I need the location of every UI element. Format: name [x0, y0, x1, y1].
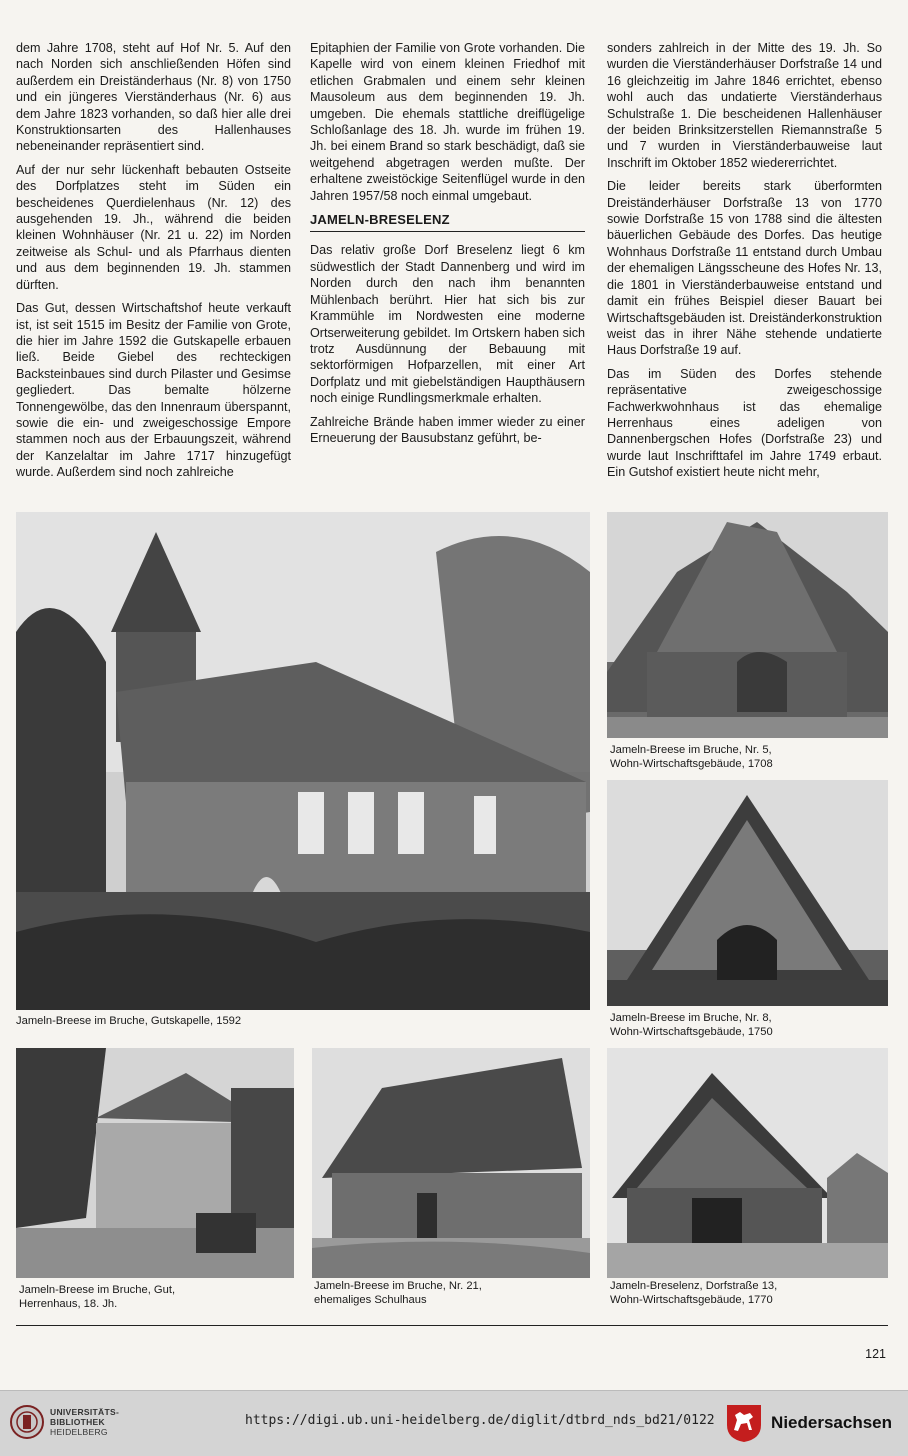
- paragraph: Das im Süden des Dorfes stehende repräsentative zweigeschossige Fachwerkwohnhaus ist das ehemalige Herrenhaus eines adeligen von Dannenbergschen Hofes (Dorfstraße 23) und wurde laut Inschrifttafel im Jahre 1749 erbaut. Ein Gutshof existiert heute nicht mehr,: [607, 366, 882, 480]
- photo-chapel: [16, 512, 590, 1010]
- paragraph: Epitaphien der Familie von Grote vorhanden. Die Kapelle wird von einem kleinen Friedhof mit etlichen Grabmalen und einem sehr kleinen Mausoleum aus dem beginnenden 19. Jh. umgeben. Die ehemals stattliche dreiflügelige Schloßanlage des 18. Jh. wurde im frühen 19. Jh. bei einem Brand so stark beschädigt, daß sie weitgehend abgetragen werden mußte. Der erhaltene zweistöckige Seitenflügel wurde in den Jahren 1957/58 noch einmal umgebaut.: [310, 41, 585, 203]
- library-name-line: UNIVERSITÄTS-: [50, 1407, 120, 1417]
- caption-line: Jameln-Breese im Bruche, Nr. 8,: [610, 1012, 772, 1024]
- state-name: Niedersachsen: [771, 1413, 892, 1432]
- library-seal-icon: [10, 1405, 44, 1439]
- caption-gut: [19, 1284, 175, 1311]
- text-column-1: [16, 40, 291, 488]
- viewer-footer: [0, 1390, 908, 1456]
- text-column-2: [310, 40, 585, 453]
- caption-line: Wohn-Wirtschaftsgebäude, 1708: [610, 757, 773, 770]
- horse-crest-icon: [725, 1403, 763, 1443]
- caption-line: Herrenhaus, 18. Jh.: [19, 1297, 118, 1310]
- library-name-line: BIBLIOTHEK: [50, 1417, 105, 1427]
- caption-dorfstrasse-13: [610, 1280, 777, 1307]
- photo-nr8: [607, 780, 888, 1006]
- caption-nr21: [314, 1280, 482, 1307]
- caption-line: Wohn-Wirtschaftsgebäude, 1750: [610, 1025, 773, 1038]
- paragraph: dem Jahre 1708, steht auf Hof Nr. 5. Auf den nach Norden sich anschließenden Höfen sind außerdem ein Dreiständerhaus (Nr. 8) von 1750 und ein jüngeres Vierständerhaus (Nr. 6) aus dem Jahre 1823 vorhanden, so daß hier alle drei Konstruktionsarten des Hallenhauses nebeneinander repräsentiert sind.: [16, 41, 291, 154]
- paragraph: Auf der nur sehr lückenhaft bebauten Ostseite des Dorfplatzes steht im Süden ein bescheidenes Querdielenhaus (Nr. 12) des ausgehenden 19. Jh., während die beiden kleinen Wohnhäuser (Nr. 21 u. 22) im Norden zeitweise als Schul- und als Pfarrhaus dienten und aus dem beginnenden 19. Jh. stammen dürften.: [16, 162, 291, 292]
- document-url[interactable]: https://digi.ub.uni-heidelberg.de/diglit/dtbrd_nds_bd21/0122: [245, 1413, 715, 1428]
- caption-line: Wohn-Wirtschaftsgebäude, 1770: [610, 1293, 773, 1306]
- library-name-line: HEIDELBERG: [50, 1427, 108, 1437]
- caption-nr5: [610, 744, 773, 771]
- page-number: 121: [865, 1347, 886, 1361]
- paragraph: sonders zahlreich in der Mitte des 19. Jh. So wurden die Vierständerhäuser Dorfstraße 14 und 16 gleichzeitig im Jahre 1846 errichtet, ebenso wohl auch das undatierte Vierständerhaus Schulstraße 1. Die bescheidenen Hallenhäuser der beiden Brinksitzerstellen Riemannstraße 5 und 7 wurden in Vierständerbauweise laut Inschrift im Oktober 1852 wiedererrichtet.: [607, 41, 882, 170]
- photo-nr5: [607, 512, 888, 738]
- paragraph: Zahlreiche Brände haben immer wieder zu einer Erneuerung der Bausubstanz geführt, be-: [310, 414, 585, 445]
- library-name: [50, 1407, 119, 1437]
- caption-line: ehemaliges Schulhaus: [314, 1293, 427, 1306]
- text-column-3: [607, 40, 882, 488]
- paragraph: Das Gut, dessen Wirtschaftshof heute verkauft ist, ist seit 1515 im Besitz der Familie von Grote, die hier im Jahre 1592 die Gutskapelle erbauen ließ. Beide Giebel des rechteckigen Backsteinbaues sind durch Pilaster und Gesimse gegliedert. Das bemalte hölzerne Tonnengewölbe, das den Innenraum überspannt, sowie die ein- und zweigeschossige Empore stammen noch aus der Erbauungszeit, während der Kanzelaltar im Jahre 1717 hinzugefügt wurde. Außerdem sind noch zahlreiche: [16, 301, 291, 480]
- section-heading: JAMELN-BRESELENZ: [310, 212, 585, 232]
- paragraph: Die leider bereits stark überformten Dreiständerhäuser Dorfstraße 13 von 1770 sowie Dorfstraße 15 von 1788 sind die ältesten bäuerlichen Gebäude des Dorfes. Das heutige Wohnhaus Dorfstraße 11 entstand durch Umbau der ehemaligen Längsscheune des Hofes Nr. 13, die 1801 in Vierständerbauweise entstand und damit ein frühes Beispiel dieser Bauart bei Wirtschaftsgebäuden ist. Dreiständerkonstruktion weist das in ihrer Nähe stehende undatierte Haus Dorfstraße 19 auf.: [607, 179, 882, 358]
- caption-chapel: Jameln-Breese im Bruche, Gutskapelle, 1592: [16, 1015, 242, 1027]
- caption-line: Jameln-Breese im Bruche, Nr. 21,: [314, 1280, 482, 1292]
- university-library-logo[interactable]: [10, 1405, 119, 1439]
- bottom-rule: [16, 1325, 888, 1326]
- caption-line: Jameln-Breese im Bruche, Nr. 5,: [610, 744, 772, 756]
- caption-line: Jameln-Breselenz, Dorfstraße 13,: [610, 1280, 778, 1292]
- photo-gut-herrenhaus: [16, 1048, 294, 1278]
- paragraph: Das relativ große Dorf Breselenz liegt 6 km südwestlich der Stadt Dannenberg und wird im Norden durch den nach ihm benannten Mühlenbach berührt. Hier hat sich bis zur Krammühle im Nordwesten eine moderne Ortserweiterung gebildet. Im Ortskern haben sich trotz Ausdünnung der Bebauung mit sektorförmigen Hofparzellen, mit einer Art Dorfplatz und mit giebelständigen Haupthäusern noch einige Rundlingsmerkmale erhalten.: [310, 243, 585, 406]
- photo-nr21: [312, 1048, 590, 1278]
- photo-dorfstrasse-13: [607, 1048, 888, 1278]
- niedersachsen-logo[interactable]: [725, 1403, 892, 1443]
- caption-nr8: [610, 1012, 773, 1039]
- caption-line: Jameln-Breese im Bruche, Gut,: [19, 1284, 176, 1296]
